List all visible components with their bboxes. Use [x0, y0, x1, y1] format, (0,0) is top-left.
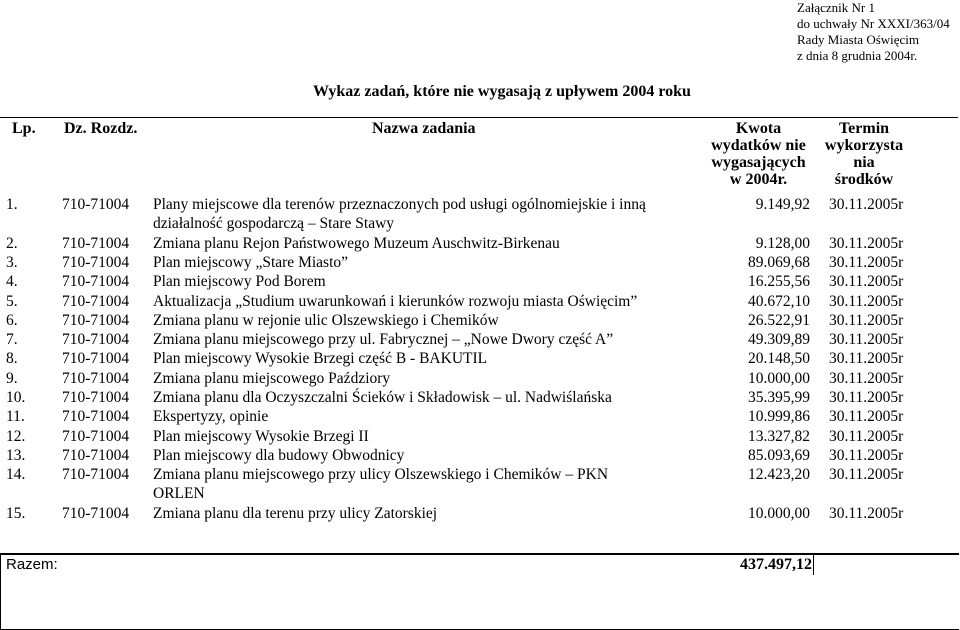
- row-number: 1.: [6, 196, 18, 213]
- row-amount: 10.999,86: [748, 408, 810, 426]
- annex-note: [797, 0, 950, 64]
- total-box: [0, 553, 959, 630]
- header-amount-line: wygasających: [711, 154, 806, 171]
- row-amount: 26.522,91: [748, 311, 810, 329]
- row-task-name: Zmiana planu miejscowego przy ulicy Olszewskiego i Chemików – PKN: [153, 466, 609, 484]
- row-term: 30.11.2005r: [829, 408, 904, 426]
- row-number: 12.: [6, 427, 26, 445]
- row-dz-code: 710-71004: [62, 389, 130, 406]
- row-amount: 85.093,69: [748, 446, 810, 464]
- row-number: 8.: [6, 350, 18, 368]
- row-term: 30.11.2005r: [829, 234, 904, 252]
- row-task-name: Plan miejscowy Pod Borem: [153, 273, 326, 291]
- row-dz-code: 710-71004: [62, 504, 130, 522]
- row-task-name: Zmiana planu miejscowego przy ul. Fabrycznej – „Nowe Dwory część A”: [153, 331, 614, 349]
- row-amount: 89.069,68: [748, 253, 810, 271]
- annex-line: Załącznik Nr 1: [797, 0, 875, 15]
- row-task-name: Plan miejscowy Wysokie Brzegi II: [153, 427, 369, 445]
- row-dz-code: 710-71004: [62, 273, 130, 291]
- row-term: 30.11.2005r: [829, 273, 904, 291]
- row-task-name: Plan miejscowy dla budowy Obwodnicy: [153, 446, 405, 464]
- row-number: 11.: [6, 408, 25, 426]
- row-number: 13.: [6, 446, 26, 464]
- header-lp: Lp.: [12, 120, 36, 137]
- row-dz-code: 710-71004: [62, 350, 130, 368]
- row-dz-code: 710-71004: [62, 408, 130, 426]
- row-task-name-continued: działalność gospodarczą – Stare Stawy: [153, 215, 395, 233]
- row-task-name: Zmiana planu miejscowego Paździory: [153, 369, 391, 387]
- header-amount-line: Kwota: [735, 120, 782, 137]
- row-term: 30.11.2005r: [829, 292, 904, 310]
- row-task-name: Zmiana planu dla Oczyszczalni Ścieków i Składowisk – ul. Nadwiślańska: [153, 389, 612, 406]
- row-amount: 9.149,92: [755, 196, 810, 213]
- header-term-line: Termin: [838, 120, 890, 137]
- header-term-line: środków: [834, 171, 894, 188]
- row-amount: 49.309,89: [748, 331, 810, 349]
- row-dz-code: 710-71004: [62, 234, 130, 252]
- total-label: Razem:: [6, 556, 58, 573]
- row-dz-code: 710-71004: [62, 427, 130, 445]
- row-number: 6.: [6, 311, 18, 329]
- row-task-name: Plany miejscowe dla terenów przeznaczonych pod usługi ogólnomiejskie i inną: [153, 196, 646, 213]
- row-term: 30.11.2005r: [829, 466, 904, 484]
- row-number: 7.: [6, 331, 18, 349]
- row-amount: 35.395,99: [748, 389, 810, 406]
- row-term: 30.11.2005r: [829, 446, 904, 464]
- row-task-name: Zmiana planu dla terenu przy ulicy Zatorskiej: [153, 504, 438, 522]
- row-term: 30.11.2005r: [829, 427, 904, 445]
- header-amount-line: wydatków nie: [711, 137, 806, 154]
- row-term: 30.11.2005r: [829, 369, 904, 387]
- row-term: 30.11.2005r: [829, 331, 904, 349]
- header-amount-line: w 2004r.: [729, 171, 788, 188]
- header-dz: Dz. Rozdz.: [64, 120, 138, 137]
- annex-line: Rady Miasta Oświęcim: [797, 32, 920, 47]
- total-divider: [813, 553, 814, 575]
- row-task-name-continued: ORLEN: [153, 485, 205, 503]
- row-task-name: Zmiana planu w rejonie ulic Olszewskiego i Chemików: [153, 311, 499, 329]
- header-term-line: wykorzysta: [824, 137, 904, 154]
- row-dz-code: 710-71004: [62, 253, 130, 271]
- row-dz-code: 710-71004: [62, 311, 130, 329]
- row-dz-code: 710-71004: [62, 331, 130, 349]
- row-term: 30.11.2005r: [829, 311, 904, 329]
- row-term: 30.11.2005r: [829, 350, 904, 368]
- annex-line: z dnia 8 grudnia 2004r.: [797, 48, 918, 63]
- row-amount: 13.327,82: [748, 427, 810, 445]
- row-amount: 9.128,00: [755, 234, 810, 252]
- row-number: 10.: [6, 389, 26, 406]
- row-task-name: Ekspertyzy, opinie: [153, 408, 269, 426]
- row-amount: 12.423,20: [748, 466, 810, 484]
- row-amount: 16.255,56: [748, 273, 810, 291]
- row-task-name: Zmiana planu Rejon Państwowego Muzeum Auschwitz-Birkenau: [153, 234, 560, 252]
- header-name: Nazwa zadania: [372, 120, 476, 137]
- row-number: 15.: [6, 504, 26, 522]
- row-dz-code: 710-71004: [62, 466, 130, 484]
- annex-line: do uchwały Nr XXXI/363/04: [797, 16, 950, 31]
- row-number: 9.: [6, 369, 18, 387]
- row-amount: 10.000,00: [748, 369, 810, 387]
- row-amount: 40.672,10: [748, 292, 810, 310]
- header-amount: [703, 120, 814, 188]
- row-dz-code: 710-71004: [62, 446, 130, 464]
- row-term: 30.11.2005r: [829, 196, 904, 213]
- row-term: 30.11.2005r: [829, 253, 904, 271]
- row-number: 3.: [6, 253, 18, 271]
- row-task-name: Plan miejscowy „Stare Miasto”: [153, 253, 348, 271]
- row-task-name: Plan miejscowy Wysokie Brzegi część B - BAKUTIL: [153, 350, 488, 368]
- row-amount: 20.148,50: [748, 350, 810, 368]
- total-value: 437.497,12: [740, 556, 812, 573]
- row-number: 5.: [6, 292, 18, 310]
- header-term: [814, 120, 914, 188]
- document-title: Wykaz zadań, które nie wygasają z upływem 2004 roku: [313, 83, 691, 100]
- row-number: 2.: [6, 234, 18, 252]
- row-amount: 10.000,00: [748, 504, 810, 522]
- row-task-name: Aktualizacja „Studium uwarunkowań i kierunków rozwoju miasta Oświęcim”: [153, 292, 638, 310]
- row-number: 4.: [6, 273, 18, 291]
- row-dz-code: 710-71004: [62, 292, 130, 310]
- row-dz-code: 710-71004: [62, 196, 130, 213]
- row-term: 30.11.2005r: [829, 504, 904, 522]
- header-top-rule: [0, 117, 958, 118]
- row-number: 14.: [6, 466, 26, 484]
- row-dz-code: 710-71004: [62, 369, 130, 387]
- row-term: 30.11.2005r: [829, 389, 904, 406]
- header-term-line: nia: [853, 154, 875, 171]
